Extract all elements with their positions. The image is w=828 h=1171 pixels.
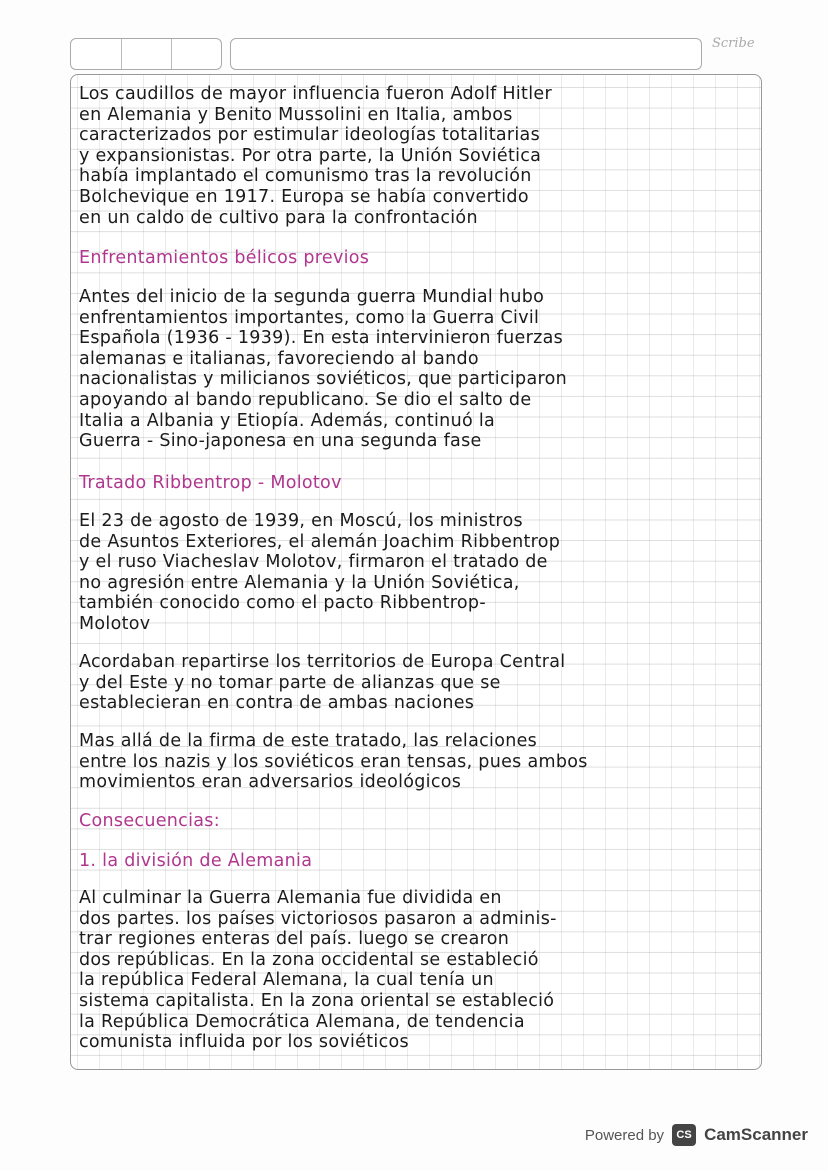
text-line: y expansionistas. Por otra parte, la Unión Soviética: [79, 145, 542, 166]
text-line: Mas allá de la firma de este tratado, las relaciones: [79, 731, 538, 751]
text-line: comunista influida por los soviéticos: [79, 1032, 409, 1053]
heading-division: [79, 851, 753, 872]
heading-text: Tratado Ribbentrop - Molotov: [79, 473, 342, 493]
heading-consecuencias: [79, 811, 753, 832]
text-line: y el ruso Viacheslav Molotov, firmaron el tratado de: [79, 552, 548, 573]
paragraph-relaciones: [79, 731, 753, 793]
paragraph-acordaban: [79, 652, 753, 714]
text-line: y del Este y no tomar parte de alianzas que se: [79, 672, 501, 693]
paragraph-antes: [79, 287, 753, 452]
text-line: caracterizados por estimular ideologías totalitarias: [79, 125, 540, 146]
camscanner-watermark: [585, 1124, 808, 1146]
text-line: enfrentamientos importantes, como la Guerra Civil: [79, 307, 540, 328]
text-line: Antes del inicio de la segunda guerra Mundial hubo: [79, 287, 545, 307]
text-line: Bolchevique en 1917. Europa se había convertido: [79, 186, 529, 207]
text-line: establecieran en contra de ambas naciones: [79, 693, 475, 714]
title-box: [230, 38, 702, 70]
text-line: trar regiones enteras del país. luego se crearon: [79, 929, 510, 950]
text-line: movimientos eran adversarios ideológicos: [79, 772, 462, 793]
date-divider: [121, 39, 122, 69]
paragraph-caudillos: [79, 84, 753, 228]
camscanner-logo-icon: CS: [672, 1124, 696, 1146]
text-line: Al culminar la Guerra Alemania fue dividida en: [79, 888, 502, 908]
heading-enfrentamientos: [79, 248, 753, 269]
text-line: Española (1936 - 1939). En esta intervinieron fuerzas: [79, 328, 564, 349]
camscanner-name: CamScanner: [704, 1125, 808, 1144]
paragraph-tratado: [79, 511, 753, 635]
text-line: en un caldo de cultivo para la confrontación: [79, 207, 478, 228]
text-line: dos partes. los países victoriosos pasaron a adminis-: [79, 908, 557, 929]
text-line: también conocido como el pacto Ribbentrop-: [79, 593, 486, 614]
heading-tratado: [79, 473, 753, 494]
date-divider: [171, 39, 172, 69]
text-line: había implantado el comunismo tras la revolución: [79, 166, 532, 187]
text-line: Acordaban repartirse los territorios de Europa Central: [79, 652, 566, 672]
text-line: sistema capitalista. En la zona oriental se estableció: [79, 990, 555, 1011]
text-line: de Asuntos Exteriores, el alemán Joachim Ribbentrop: [79, 531, 561, 552]
text-line: El 23 de agosto de 1939, en Moscú, los ministros: [79, 511, 523, 531]
date-box: [70, 38, 222, 70]
text-line: la República Democrática Alemana, de tendencia: [79, 1011, 525, 1032]
text-line: Guerra - Sino-japonesa en una segunda fase: [79, 431, 482, 452]
text-line: Los caudillos de mayor influencia fueron Adolf Hitler: [79, 84, 552, 104]
text-line: dos repúblicas. En la zona occidental se estableció: [79, 949, 539, 970]
notebook-brand: Scribe: [712, 36, 755, 51]
heading-text: Consecuencias:: [79, 811, 220, 831]
text-line: apoyando al bando republicano. Se dio el salto de: [79, 389, 532, 410]
powered-by-label: Powered by: [584, 1126, 665, 1144]
text-line: alemanas e italianas, favoreciendo al bando: [79, 348, 479, 369]
heading-text: 1. la división de Alemania: [79, 851, 313, 871]
heading-text: Enfrentamientos bélicos previos: [79, 248, 370, 268]
text-line: entre los nazis y los soviéticos eran tensas, pues ambos: [79, 751, 588, 772]
text-line: Italia a Albania y Etiopía. Además, continuó la: [79, 410, 496, 431]
paragraph-division: [79, 888, 753, 1053]
text-line: en Alemania y Benito Mussolini en Italia, ambos: [79, 104, 513, 125]
text-line: la república Federal Alemana, la cual tenía un: [79, 970, 494, 991]
text-line: nacionalistas y milicianos soviéticos, que participaron: [79, 369, 567, 390]
text-line: Molotov: [79, 613, 151, 634]
text-line: no agresión entre Alemania y la Unión Soviética,: [79, 572, 520, 593]
notebook-page: [70, 74, 762, 1070]
